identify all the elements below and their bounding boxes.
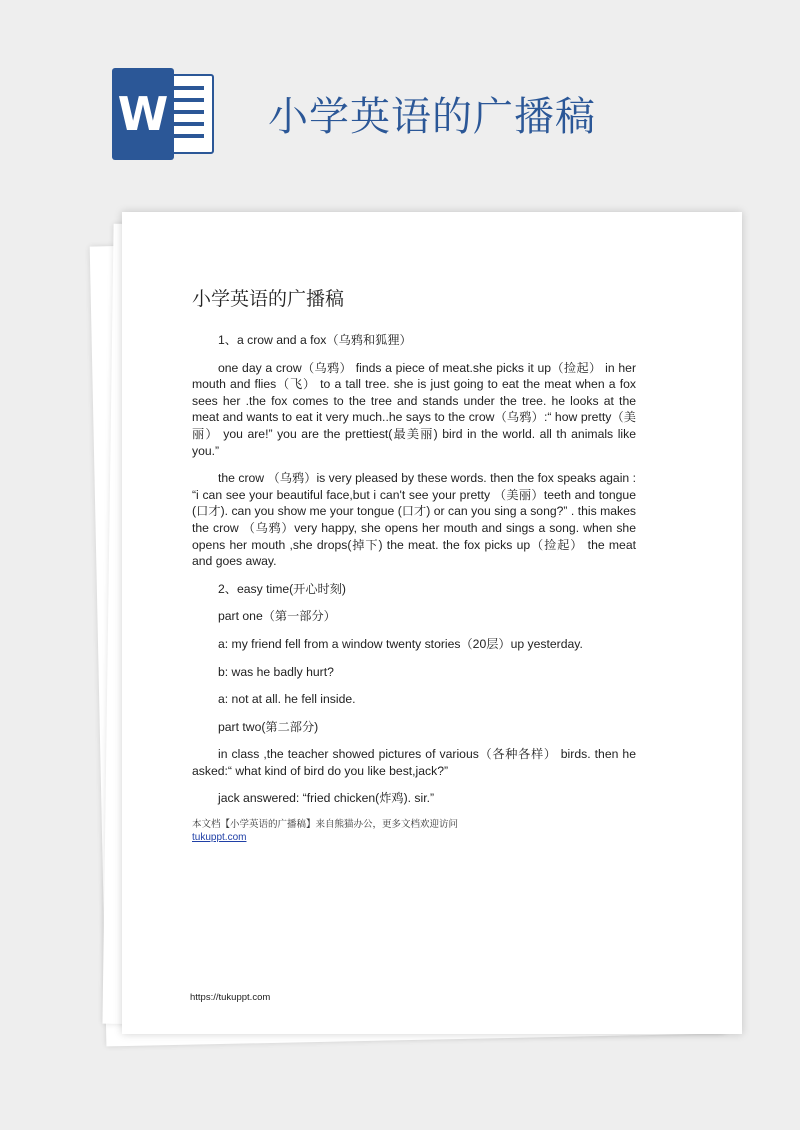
- word-icon-letter: W: [112, 68, 174, 160]
- paragraph: a: my friend fell from a window twenty stories（20层）up yesterday.: [218, 636, 583, 651]
- source-note: 本文档【小学英语的广播稿】来自熊猫办公，更多文档欢迎访问: [192, 819, 459, 831]
- paragraph: one day a crow（乌鸦） finds a piece of meat.she picks it up（捡起） in her mouth and flies（飞） to a tall tree. she is just going to eat the meat when a fox sees her .the fox comes to the tree and stands under the tree. he looks at the meat and wants to eat it very much..he says to the crow（乌鸦）:“ how pretty（美丽） you are!” you are the prettiest(最美丽) bird in the world. all th animals like you.”: [192, 360, 636, 458]
- paragraph: jack answered: “fried chicken(炸鸡). sir.”: [218, 791, 435, 806]
- document-body: [192, 284, 636, 844]
- paragraph: b: was he badly hurt?: [218, 664, 334, 679]
- source-link[interactable]: tukuppt.com: [192, 832, 247, 844]
- word-document-icon: [112, 68, 216, 160]
- paragraph: a: not at all. he fell inside.: [218, 692, 356, 707]
- paragraph: 2、easy time(开心时刻): [218, 581, 346, 596]
- page-header: [0, 0, 800, 200]
- document-title: 小学英语的广播稿: [192, 288, 345, 310]
- paragraph: the crow （乌鸦）is very pleased by these words. then the fox speaks again : “i can see your beautiful face,but i can't see your pretty （美丽）teeth and tongue (口才). can you show me your tongue (口才) or can you sing a song?” . this makes the crow （乌鸦）very happy, she opens her mouth and sings a song. when she opens her mouth ,she drops(掉下) the meat. the fox picks up（捡起） the meat and goes away.: [192, 471, 636, 569]
- paragraph: 1、a crow and a fox（乌鸦和狐狸）: [218, 333, 412, 347]
- paragraph: part two(第二部分): [218, 719, 319, 734]
- paragraph: in class ,the teacher showed pictures of various（各种各样） birds. then he asked:“ what kind of bird do you like best,jack?”: [192, 747, 636, 778]
- paragraph: part one（第一部分）: [218, 609, 336, 624]
- header-title: 小学英语的广播稿: [268, 94, 596, 140]
- document-page: [122, 212, 742, 1034]
- page-footer-url: https://tukuppt.com: [190, 992, 271, 1003]
